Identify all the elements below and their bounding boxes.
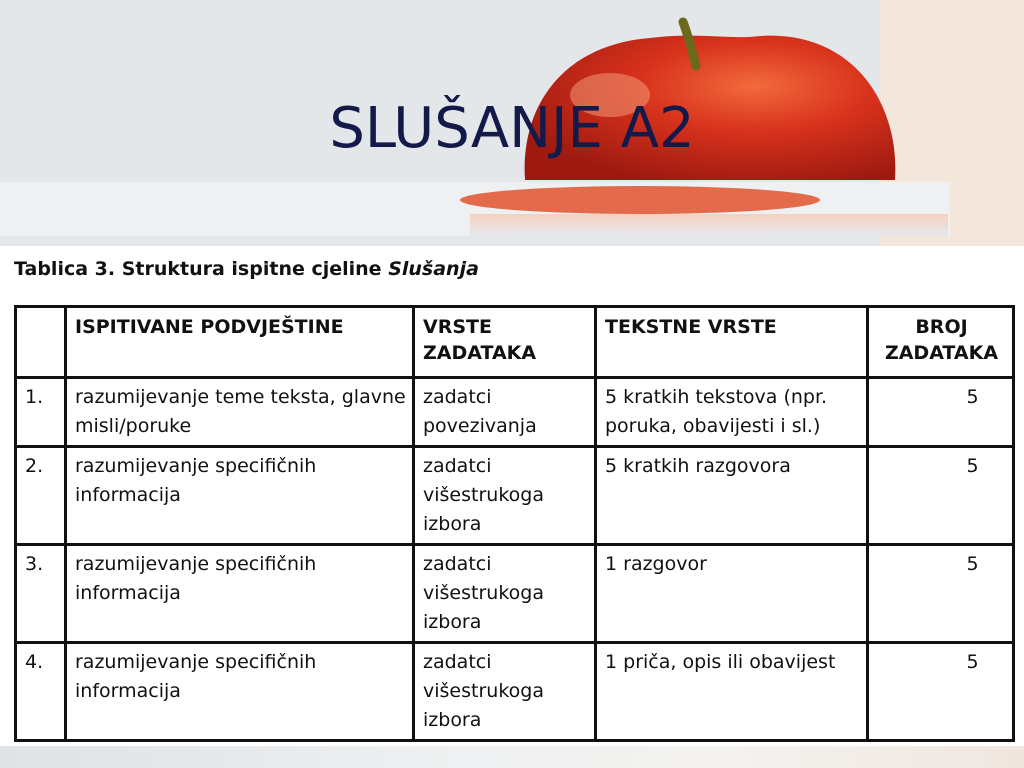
row-text-type: 5 kratkih razgovora — [596, 447, 868, 545]
table-row — [16, 378, 1014, 447]
row-task-type: zadatci višestrukoga izbora — [414, 643, 596, 741]
header-count: BROJ ZADATAKA — [868, 307, 1014, 378]
row-skill: razumijevanje specifičnih informacija — [66, 545, 414, 643]
row-skill: razumijevanje specifičnih informacija — [66, 643, 414, 741]
caption-italic: Slušanja — [388, 258, 479, 280]
header-task-types: VRSTE ZADATAKA — [414, 307, 596, 378]
table-header-row — [16, 307, 1014, 378]
row-text-type: 1 priča, opis ili obavijest — [596, 643, 868, 741]
row-count: 5 — [868, 545, 1014, 643]
row-num: 2. — [16, 447, 66, 545]
slide-title: SLUŠANJE A2 — [329, 96, 695, 161]
row-count: 5 — [868, 447, 1014, 545]
caption-prefix: Tablica 3. Struktura ispitne cjeline — [14, 258, 382, 280]
row-num: 4. — [16, 643, 66, 741]
header-text-types: TEKSTNE VRSTE — [596, 307, 868, 378]
row-count: 5 — [868, 378, 1014, 447]
header-num — [16, 307, 66, 378]
table-row — [16, 447, 1014, 545]
row-num: 3. — [16, 545, 66, 643]
table-caption — [14, 258, 479, 280]
table-row — [16, 545, 1014, 643]
row-task-type: zadatci višestrukoga izbora — [414, 545, 596, 643]
row-text-type: 1 razgovor — [596, 545, 868, 643]
row-count: 5 — [868, 643, 1014, 741]
table-row — [16, 643, 1014, 741]
row-text-type: 5 kratkih tekstova (npr. poruka, obavijesti i sl.) — [596, 378, 868, 447]
row-task-type: zadatci povezivanja — [414, 378, 596, 447]
row-skill: razumijevanje teme teksta, glavne misli/poruke — [66, 378, 414, 447]
structure-table — [14, 305, 1015, 742]
header-skills: ISPITIVANE PODVJEŠTINE — [66, 307, 414, 378]
row-num: 1. — [16, 378, 66, 447]
row-task-type: zadatci višestrukoga izbora — [414, 447, 596, 545]
row-skill: razumijevanje specifičnih informacija — [66, 447, 414, 545]
